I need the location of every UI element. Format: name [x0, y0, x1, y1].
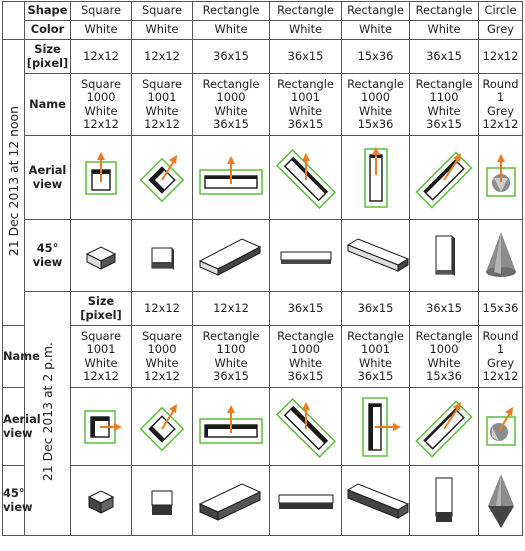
shape-cell: Rectangle — [193, 2, 270, 21]
aerial-view-cell — [193, 136, 270, 220]
shape-cell: Rectangle — [342, 2, 410, 21]
size-header: Size [pixel] — [25, 40, 71, 74]
aerial-rectangle-diagonal-image — [271, 147, 341, 209]
aerial-view-cell — [342, 388, 410, 466]
name-cell: Rectangle 1000 White 15x36 — [410, 326, 479, 388]
view45-row — [3, 220, 523, 292]
aerial-view-cell — [270, 136, 342, 220]
name-cell: Rectangle 1100 White 36x15 — [410, 74, 479, 136]
aerial-view-cell — [479, 388, 523, 466]
name-cell: Square 1000 White 12x12 — [132, 326, 193, 388]
size-cell: 36x15 — [410, 292, 479, 326]
aerial-round-image — [480, 148, 522, 208]
view45-cell — [479, 466, 523, 536]
color-cell: White — [193, 21, 270, 40]
view45-row — [3, 466, 523, 536]
view45-cell — [71, 220, 132, 292]
view45-rectangle-upright-image — [414, 472, 474, 530]
size-cell: 12x12 — [193, 292, 270, 326]
view45-cell — [193, 466, 270, 536]
view45-cell — [342, 220, 410, 292]
color-header: Color — [25, 21, 71, 40]
view45-header: 45° view — [3, 466, 25, 536]
name-cell: Square 1001 White 12x12 — [132, 74, 193, 136]
view45-cell — [132, 466, 193, 536]
aerial-view-cell — [270, 388, 342, 466]
aerial-row — [3, 136, 523, 220]
name-cell: Rectangle 1000 White 15x36 — [342, 74, 410, 136]
name-cell: Square 1001 White 12x12 — [71, 326, 132, 388]
view45-rectangle-flat-image — [271, 481, 341, 521]
aerial-view-cell — [132, 388, 193, 466]
aerial-view-cell — [193, 388, 270, 466]
view45-header: 45° view — [25, 220, 71, 292]
aerial-rectangle-image — [194, 148, 268, 208]
view45-cone-image — [480, 470, 522, 532]
view45-rectangle-upright-image — [414, 228, 474, 284]
aerial-rectangle-diagonal-2-image — [411, 396, 477, 458]
aerial-header: Aerial view — [3, 388, 25, 466]
size-cell: 15x36 — [342, 40, 410, 74]
view45-cell — [193, 220, 270, 292]
color-cell: White — [132, 21, 193, 40]
name-header: Name — [3, 326, 25, 388]
aerial-view-cell — [410, 388, 479, 466]
size-cell: 36x15 — [193, 40, 270, 74]
view45-rectangle-tilted-image — [342, 476, 414, 526]
study-table — [2, 1, 523, 536]
name-cell: Round 1 Grey 12x12 — [479, 74, 523, 136]
aerial-rectangle-diagonal-2-image — [411, 147, 477, 209]
view45-cell — [479, 220, 523, 292]
color-row — [3, 21, 523, 40]
view45-rectangle-image — [194, 231, 268, 281]
aerial-square-image — [73, 397, 129, 457]
shape-header: Shape — [25, 2, 71, 21]
section-label-noon: 21 Dec 2013 at 12 noon — [3, 40, 25, 326]
view45-cell — [270, 220, 342, 292]
size-cell: 12x12 — [132, 292, 193, 326]
aerial-rectangle-diagonal-image — [271, 396, 341, 458]
aerial-square-image — [73, 148, 129, 208]
aerial-rectangle-vertical-image — [346, 394, 406, 460]
name-header: Name — [25, 74, 71, 136]
view45-rectangle-image — [194, 476, 268, 526]
name-cell: Rectangle 1000 White 36x15 — [193, 74, 270, 136]
name-cell: Rectangle 1001 White 36x15 — [342, 326, 410, 388]
size-cell: 12x12 — [71, 40, 132, 74]
aerial-round-image — [480, 397, 522, 457]
name-row — [3, 74, 523, 136]
view45-cell — [132, 220, 193, 292]
view45-cell — [410, 220, 479, 292]
name-cell: Rectangle 1000 White 36x15 — [270, 326, 342, 388]
view45-cell — [270, 466, 342, 536]
view45-rectangle-flat-image — [271, 236, 341, 276]
view45-cone-image — [480, 226, 522, 286]
name-row — [3, 326, 523, 388]
size-cell: 15x36 — [479, 292, 523, 326]
aerial-view-cell — [479, 136, 523, 220]
aerial-view-cell — [132, 136, 193, 220]
section-label-2pm: 21 Dec 2013 at 2 p.m. — [25, 292, 71, 536]
aerial-rectangle-image — [194, 397, 268, 457]
color-cell: Grey — [479, 21, 523, 40]
size-cell: 36x15 — [342, 292, 410, 326]
size-row — [3, 292, 523, 326]
view45-cell — [410, 466, 479, 536]
aerial-row — [3, 388, 523, 466]
view45-square-image — [79, 234, 123, 278]
color-cell: White — [71, 21, 132, 40]
size-header: Size [pixel] — [71, 292, 132, 326]
color-cell: White — [410, 21, 479, 40]
view45-rectangle-tilted-image — [342, 231, 414, 281]
name-cell: Round 1 Grey 12x12 — [479, 326, 523, 388]
view45-square-2-image — [140, 479, 184, 523]
shape-cell: Rectangle — [410, 2, 479, 21]
color-cell: White — [270, 21, 342, 40]
name-cell: Square 1000 White 12x12 — [71, 74, 132, 136]
aerial-view-cell — [71, 136, 132, 220]
size-cell: 36x15 — [410, 40, 479, 74]
view45-cell — [71, 466, 132, 536]
aerial-header: Aerial view — [25, 136, 71, 220]
aerial-view-cell — [71, 388, 132, 466]
size-cell: 36x15 — [270, 292, 342, 326]
shape-row — [3, 2, 523, 21]
shape-cell: Square — [71, 2, 132, 21]
size-cell: 36x15 — [270, 40, 342, 74]
size-row — [3, 40, 523, 74]
aerial-rectangle-vertical-image — [346, 145, 406, 211]
shape-cell: Rectangle — [270, 2, 342, 21]
view45-square-2-image — [140, 234, 184, 278]
aerial-view-cell — [410, 136, 479, 220]
view45-cell — [342, 466, 410, 536]
shape-cell: Square — [132, 2, 193, 21]
aerial-view-cell — [342, 136, 410, 220]
size-cell: 12x12 — [479, 40, 523, 74]
shape-cell: Circle — [479, 2, 523, 21]
corner-cell — [3, 2, 25, 40]
name-cell: Rectangle 1100 White 36x15 — [193, 326, 270, 388]
name-cell: Rectangle 1001 White 36x15 — [270, 74, 342, 136]
aerial-square-rotated-image — [133, 148, 191, 208]
color-cell: White — [342, 21, 410, 40]
size-cell: 12x12 — [132, 40, 193, 74]
aerial-square-rotated-image — [133, 397, 191, 457]
view45-square-image — [79, 479, 123, 523]
